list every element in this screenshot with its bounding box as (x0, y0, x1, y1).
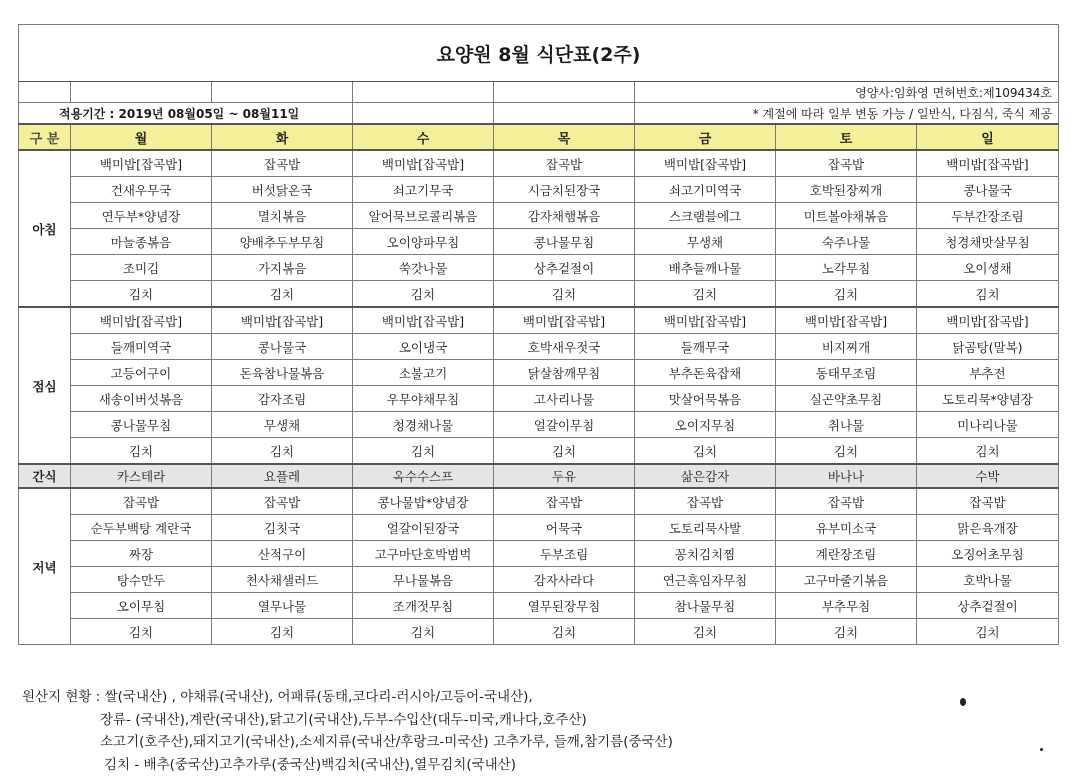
menu-item: 김치 (635, 281, 776, 308)
menu-item: 김치 (917, 438, 1059, 465)
menu-item: 가지볶음 (212, 255, 353, 281)
header-day: 수 (353, 124, 494, 150)
menu-item: 김치 (776, 281, 917, 308)
table-row (19, 255, 1059, 281)
menu-item: 부추돈육잡채 (635, 360, 776, 386)
snack-row (19, 464, 1059, 488)
menu-item: 김치 (71, 619, 212, 645)
menu-item: 취나물 (776, 412, 917, 438)
menu-item: 참나물무침 (635, 593, 776, 619)
header-day: 금 (635, 124, 776, 150)
nutritionist-info: 영양사:임화영 면허번호:제109434호 (635, 82, 1059, 103)
menu-item: 김치 (494, 281, 635, 308)
menu-item: 김치 (494, 619, 635, 645)
menu-item: 김치 (917, 281, 1059, 308)
snack-item: 카스테라 (71, 464, 212, 488)
menu-item: 쇠고기미역국 (635, 177, 776, 203)
menu-item: 도토리묵*양념장 (917, 386, 1059, 412)
menu-item: 조미김 (71, 255, 212, 281)
menu-item: 김치 (212, 438, 353, 465)
menu-item: 부추무침 (776, 593, 917, 619)
table-row (19, 412, 1059, 438)
menu-item: 김치 (494, 438, 635, 465)
menu-item: 들깨미역국 (71, 334, 212, 360)
menu-item: 동태무조림 (776, 360, 917, 386)
menu-item: 우무야채무침 (353, 386, 494, 412)
menu-item: 계란장조림 (776, 541, 917, 567)
table-row (19, 281, 1059, 308)
meal-label: 아침 (19, 150, 71, 307)
table-row (19, 334, 1059, 360)
period-text: 적용기간 : 2019년 08월05일 ~ 08월11일 (19, 103, 353, 125)
menu-item: 닭곰탕(말복) (917, 334, 1059, 360)
menu-item: 오이생채 (917, 255, 1059, 281)
menu-item: 미나리나물 (917, 412, 1059, 438)
menu-item: 잡곡밥 (776, 150, 917, 177)
origin-line: 장류- (국내산),계란(국내산),닭고기(국내산),두부-수입산(대두-미국,캐나다,호주산) (100, 711, 587, 728)
menu-item: 잡곡밥 (494, 488, 635, 515)
origin-line: 김치 - 배추(중국산)고추가루(중국산)백김치(국내산),열무김치(국내산) (104, 756, 516, 773)
table-row (19, 386, 1059, 412)
menu-item: 김치 (917, 619, 1059, 645)
menu-item: 노각무침 (776, 255, 917, 281)
menu-item: 콩나물국 (212, 334, 353, 360)
menu-item: 부추전 (917, 360, 1059, 386)
menu-item: 김치 (776, 619, 917, 645)
menu-item: 백미밥[잡곡밥] (353, 150, 494, 177)
menu-item: 조개젓무침 (353, 593, 494, 619)
scan-speck (960, 698, 966, 706)
menu-item: 고구마단호박범벅 (353, 541, 494, 567)
menu-item: 백미밥[잡곡밥] (635, 150, 776, 177)
menu-item: 콩나물무침 (71, 412, 212, 438)
table-row (19, 307, 1059, 334)
header-row (19, 124, 1059, 150)
header-day: 화 (212, 124, 353, 150)
menu-item: 어묵국 (494, 515, 635, 541)
snack-item: 바나나 (776, 464, 917, 488)
menu-item: 잡곡밥 (212, 488, 353, 515)
menu-item: 미트볼야채볶음 (776, 203, 917, 229)
menu-item: 탕수만두 (71, 567, 212, 593)
meal-label: 간식 (19, 464, 71, 488)
menu-item: 돈육참나물볶음 (212, 360, 353, 386)
menu-item: 잡곡밥 (71, 488, 212, 515)
menu-item: 유부미소국 (776, 515, 917, 541)
menu-item: 오징어초무침 (917, 541, 1059, 567)
menu-item: 백미밥[잡곡밥] (917, 150, 1059, 177)
menu-item: 김칫국 (212, 515, 353, 541)
menu-item: 무생채 (212, 412, 353, 438)
menu-item: 새송이버섯볶음 (71, 386, 212, 412)
table-row (19, 515, 1059, 541)
menu-item: 김치 (635, 438, 776, 465)
menu-item: 맛살어묵볶음 (635, 386, 776, 412)
menu-item: 김치 (353, 619, 494, 645)
menu-item: 백미밥[잡곡밥] (635, 307, 776, 334)
menu-item: 청경채맛살무침 (917, 229, 1059, 255)
note-text: * 계절에 따라 일부 변동 가능 / 일반식, 다짐식, 죽식 제공 (635, 103, 1059, 125)
menu-item: 배추들깨나물 (635, 255, 776, 281)
menu-item: 쇠고기무국 (353, 177, 494, 203)
menu-item: 꽁치김치찜 (635, 541, 776, 567)
menu-item: 잡곡밥 (917, 488, 1059, 515)
menu-item: 김치 (353, 438, 494, 465)
menu-item: 청경채나물 (353, 412, 494, 438)
menu-item: 호박새우젓국 (494, 334, 635, 360)
menu-item: 김치 (212, 281, 353, 308)
table-row (19, 229, 1059, 255)
meal-label: 점심 (19, 307, 71, 464)
menu-item: 상추겉절이 (494, 255, 635, 281)
table-row (19, 567, 1059, 593)
meal-label: 저녁 (19, 488, 71, 645)
snack-item: 수박 (917, 464, 1059, 488)
menu-item: 잡곡밥 (494, 150, 635, 177)
menu-item: 순두부백탕 계란국 (71, 515, 212, 541)
menu-item: 백미밥[잡곡밥] (917, 307, 1059, 334)
menu-item: 김치 (353, 281, 494, 308)
menu-item: 맑은육개장 (917, 515, 1059, 541)
menu-item: 상추겉절이 (917, 593, 1059, 619)
menu-item: 김치 (635, 619, 776, 645)
table-row (19, 488, 1059, 515)
menu-item: 연두부*양념장 (71, 203, 212, 229)
menu-item: 천사채샐러드 (212, 567, 353, 593)
header-day: 토 (776, 124, 917, 150)
page-title: 요양원 8월 식단표(2주) (19, 25, 1059, 82)
snack-item: 요플레 (212, 464, 353, 488)
menu-item: 백미밥[잡곡밥] (494, 307, 635, 334)
menu-item: 콩나물국 (917, 177, 1059, 203)
menu-item: 오이냉국 (353, 334, 494, 360)
header-day: 목 (494, 124, 635, 150)
menu-item: 스크램블에그 (635, 203, 776, 229)
snack-item: 삶은감자 (635, 464, 776, 488)
menu-item: 짜장 (71, 541, 212, 567)
menu-item: 숙주나물 (776, 229, 917, 255)
menu-item: 알어묵브로콜리볶음 (353, 203, 494, 229)
menu-item: 고등어구이 (71, 360, 212, 386)
menu-item: 감자조림 (212, 386, 353, 412)
menu-item: 오이양파무침 (353, 229, 494, 255)
menu-item: 두부조림 (494, 541, 635, 567)
menu-item: 시금치된장국 (494, 177, 635, 203)
menu-item: 얼갈이된장국 (353, 515, 494, 541)
menu-item: 콩나물밥*양념장 (353, 488, 494, 515)
scan-speck (1040, 748, 1043, 751)
menu-item: 버섯닭온국 (212, 177, 353, 203)
menu-item: 잡곡밥 (212, 150, 353, 177)
menu-item: 소불고기 (353, 360, 494, 386)
menu-item: 도토리묵사발 (635, 515, 776, 541)
menu-item: 마늘종볶음 (71, 229, 212, 255)
table-row (19, 177, 1059, 203)
table-row (19, 541, 1059, 567)
menu-item: 호박나물 (917, 567, 1059, 593)
menu-item: 김치 (71, 438, 212, 465)
table-row (19, 150, 1059, 177)
menu-item: 무나물볶음 (353, 567, 494, 593)
header-day: 월 (71, 124, 212, 150)
menu-item: 멸치볶음 (212, 203, 353, 229)
table-row (19, 360, 1059, 386)
origin-info (22, 686, 673, 776)
snack-item: 두유 (494, 464, 635, 488)
menu-item: 얼갈이무침 (494, 412, 635, 438)
menu-item: 김치 (212, 619, 353, 645)
menu-item: 비지찌개 (776, 334, 917, 360)
menu-item: 닭살참깨무침 (494, 360, 635, 386)
menu-sheet (18, 24, 1058, 773)
menu-item: 김치 (71, 281, 212, 308)
menu-item: 두부간장조림 (917, 203, 1059, 229)
origin-line: 소고기(호주산),돼지고기(국내산),소세지류(국내산/후랑크-미국산) 고추가루, 들깨,참기름(중국산) (100, 734, 673, 750)
table-row (19, 438, 1059, 465)
menu-item: 열무된장무침 (494, 593, 635, 619)
menu-item: 잡곡밥 (635, 488, 776, 515)
header-category: 구 분 (19, 124, 71, 150)
menu-item: 연근흑임자무침 (635, 567, 776, 593)
origin-line: 원산지 현황 : 쌀(국내산) , 야채류(국내산), 어패류(동태,코다리-러시아/고등어-국내산), (22, 689, 533, 705)
header-day: 일 (917, 124, 1059, 150)
menu-item: 오이무침 (71, 593, 212, 619)
menu-item: 무생채 (635, 229, 776, 255)
menu-item: 산적구이 (212, 541, 353, 567)
snack-item: 옥수수스프 (353, 464, 494, 488)
menu-item: 감자채햄볶음 (494, 203, 635, 229)
menu-item: 백미밥[잡곡밥] (212, 307, 353, 334)
table-row (19, 203, 1059, 229)
menu-item: 백미밥[잡곡밥] (71, 307, 212, 334)
menu-item: 잡곡밥 (776, 488, 917, 515)
menu-item: 고사리나물 (494, 386, 635, 412)
menu-item: 감자사라다 (494, 567, 635, 593)
menu-table (18, 24, 1059, 645)
menu-item: 백미밥[잡곡밥] (353, 307, 494, 334)
menu-item: 콩나물무침 (494, 229, 635, 255)
menu-item: 백미밥[잡곡밥] (776, 307, 917, 334)
menu-item: 들깨무국 (635, 334, 776, 360)
menu-item: 열무나물 (212, 593, 353, 619)
menu-item: 실곤약초무침 (776, 386, 917, 412)
menu-item: 고구마줄기볶음 (776, 567, 917, 593)
menu-item: 쑥갓나물 (353, 255, 494, 281)
table-row (19, 593, 1059, 619)
table-row (19, 619, 1059, 645)
menu-item: 호박된장찌개 (776, 177, 917, 203)
menu-item: 오이지무침 (635, 412, 776, 438)
menu-item: 건새우무국 (71, 177, 212, 203)
menu-item: 양배추두부무침 (212, 229, 353, 255)
menu-item: 김치 (776, 438, 917, 465)
menu-item: 백미밥[잡곡밥] (71, 150, 212, 177)
